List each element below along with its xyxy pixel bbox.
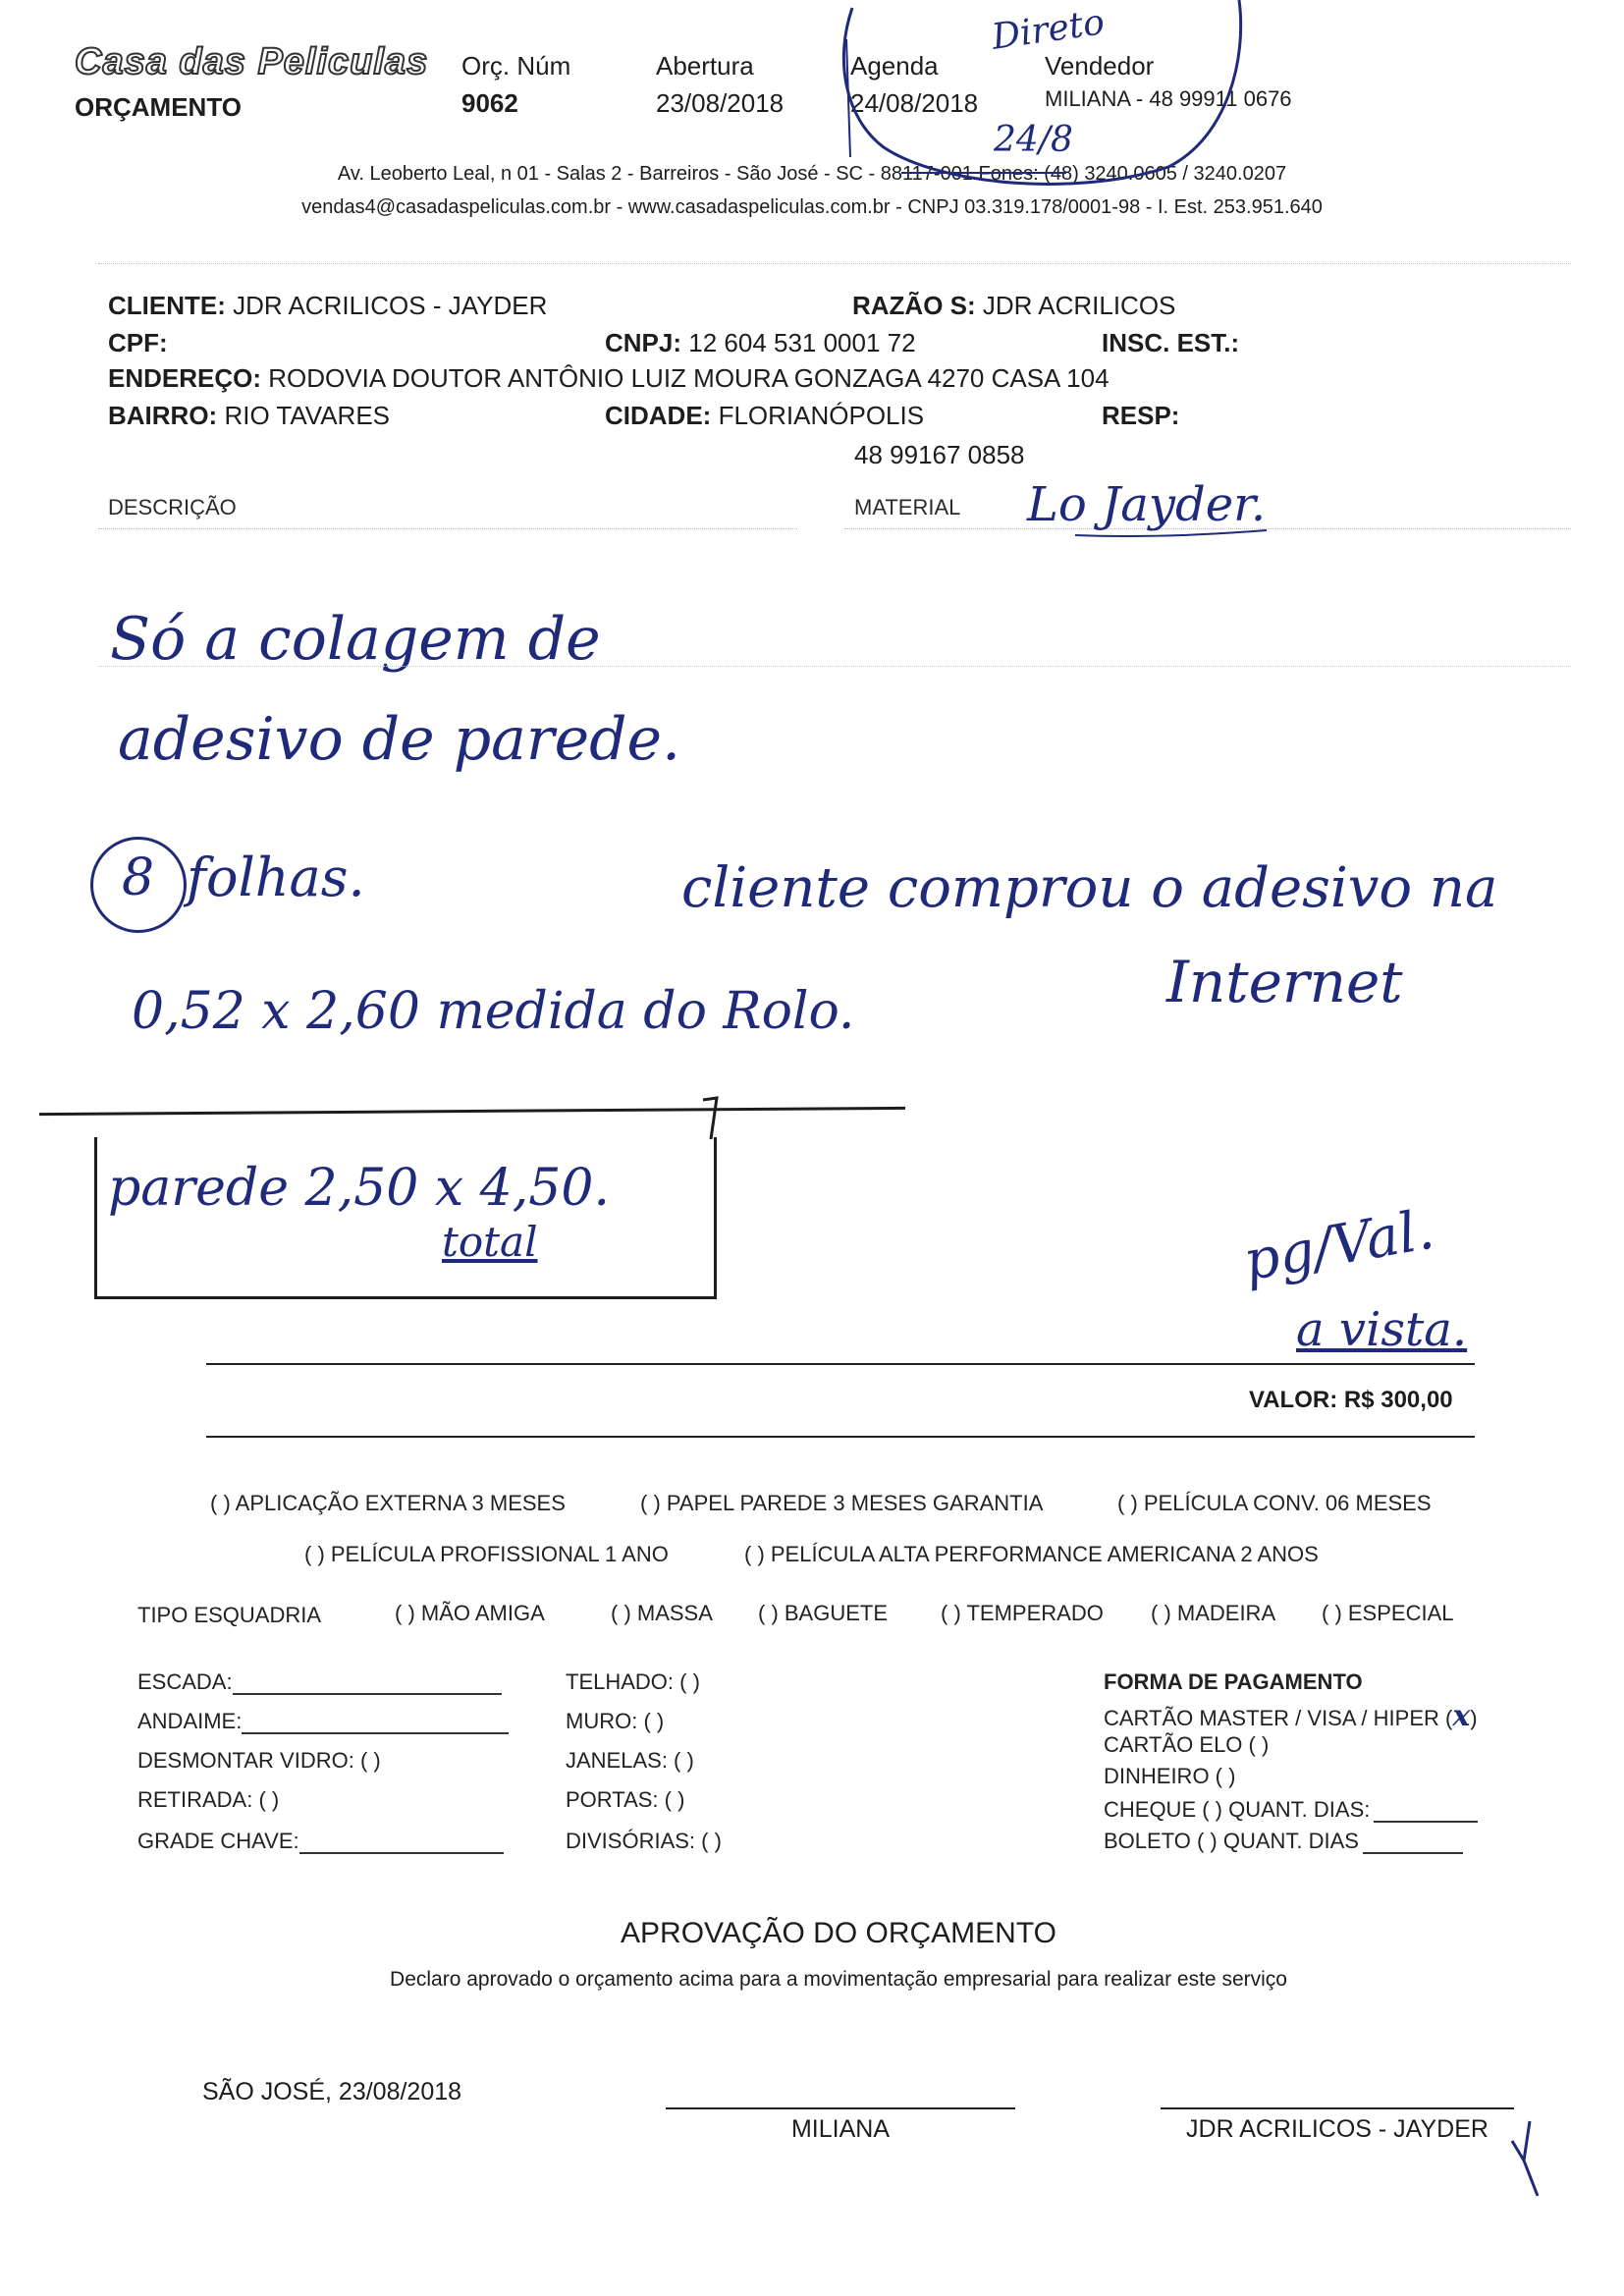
agenda-value: 24/08/2018 (850, 88, 979, 118)
cnpj-field (605, 328, 916, 358)
esquadria-temperado[interactable]: ( ) TEMPERADO (941, 1601, 1104, 1625)
esquadria-mao-amiga[interactable]: ( ) MÃO AMIGA (395, 1601, 545, 1625)
approval-place-date: SÃO JOSÉ, 23/08/2018 (202, 2078, 462, 2105)
pagamento-cartao-mark: x (1452, 1699, 1471, 1733)
handwritten-line-2: adesivo de parede. (118, 705, 681, 774)
pagamento-boleto[interactable] (1104, 1829, 1463, 1854)
field-desmontar-vidro[interactable]: DESMONTAR VIDRO: ( ) (137, 1748, 381, 1773)
handwritten-wall-measure: parede 2,50 x 4,50. (108, 1159, 610, 1218)
description-rule (98, 666, 1571, 667)
service-externa[interactable]: ( ) APLICAÇÃO EXTERNA 3 MESES (210, 1491, 566, 1515)
cliente-label: CLIENTE: (108, 291, 226, 320)
field-escada-line (233, 1673, 502, 1695)
orc-number-label: Orç. Núm (461, 51, 571, 81)
field-grade-chave[interactable] (137, 1829, 504, 1854)
sign-check-stroke (1512, 2121, 1538, 2196)
razao-field (852, 291, 1175, 321)
pagamento-cartao-master-label: CARTÃO MASTER / VISA / HIPER ( (1104, 1706, 1453, 1730)
handwritten-direto: Direto (989, 2, 1108, 58)
cidade-label: CIDADE: (605, 401, 712, 430)
handwritten-note-right-2: Internet (1166, 949, 1403, 1015)
client-signature-line (1161, 2107, 1514, 2109)
field-escada-label: ESCADA: (137, 1669, 233, 1694)
valor-bottom-rule (206, 1436, 1475, 1438)
pagamento-cartao-master[interactable] (1104, 1699, 1478, 1733)
field-retirada[interactable]: RETIRADA: ( ) (137, 1787, 280, 1812)
handwritten-sheets-text: folhas. (187, 847, 365, 908)
seller-signature-line (666, 2107, 1015, 2109)
handwritten-line-1: Só a colagem de (110, 605, 601, 674)
valor-amount: R$ 300,00 (1343, 1387, 1453, 1413)
service-pelicula-profissional[interactable]: ( ) PELÍCULA PROFISSIONAL 1 ANO (304, 1542, 669, 1566)
field-grade-chave-line (299, 1832, 504, 1854)
vendedor-value: MILIANA - 48 99911 0676 (1045, 86, 1292, 111)
company-address: Av. Leoberto Leal, n 01 - Salas 2 - Barreiros - São José - SC - 88117-001 Fones: (48) 3240.0605 / 3240.0207 (337, 163, 1287, 185)
service-pelicula-conv[interactable]: ( ) PELÍCULA CONV. 06 MESES (1117, 1491, 1432, 1515)
razao-label: RAZÃO S: (852, 291, 976, 320)
cidade-field (605, 401, 924, 431)
material-label: MATERIAL (854, 495, 961, 519)
tipo-esquadria-label: TIPO ESQUADRIA (137, 1603, 322, 1627)
service-pelicula-alta-performance[interactable]: ( ) PELÍCULA ALTA PERFORMANCE AMERICANA 2 ANOS (744, 1542, 1319, 1566)
cpf-label: CPF: (108, 328, 168, 357)
forma-pagamento-title: FORMA DE PAGAMENTO (1104, 1669, 1363, 1694)
company-logo: Casa das Peliculas (75, 41, 429, 82)
endereco-field (108, 363, 1110, 394)
razao-value: JDR ACRILICOS (982, 291, 1176, 320)
field-grade-chave-label: GRADE CHAVE: (137, 1829, 299, 1853)
handwritten-wall-total: total (442, 1218, 538, 1266)
valor-label: VALOR: (1249, 1387, 1338, 1413)
field-andaime[interactable] (137, 1709, 509, 1734)
pagamento-cheque-line (1374, 1801, 1478, 1823)
document-type: ORÇAMENTO (75, 92, 242, 122)
field-janelas[interactable]: JANELAS: ( ) (566, 1748, 694, 1773)
bairro-field (108, 401, 390, 431)
pagamento-boleto-label: BOLETO ( ) QUANT. DIAS (1104, 1829, 1359, 1853)
client-signature-name: JDR ACRILICOS - JAYDER (1186, 2115, 1489, 2143)
handwritten-note-right-1: cliente comprou o adesivo na (681, 856, 1498, 920)
bairro-value: RIO TAVARES (224, 401, 391, 430)
endereco-value: RODOVIA DOUTOR ANTÔNIO LUIZ MOURA GONZAGA 4270 CASA 104 (268, 363, 1110, 393)
wall-box-tick-stroke (703, 1098, 717, 1139)
bairro-label: BAIRRO: (108, 401, 218, 430)
esquadria-especial[interactable]: ( ) ESPECIAL (1322, 1601, 1454, 1625)
company-contact: vendas4@casadaspeliculas.com.br - www.casadaspeliculas.com.br - CNPJ 03.319.178/0001-98 - I. Est. 253.951.640 (301, 196, 1323, 218)
pagamento-cartao-elo[interactable]: CARTÃO ELO ( ) (1104, 1732, 1270, 1757)
field-portas[interactable]: PORTAS: ( ) (566, 1787, 685, 1812)
approval-declaration: Declaro aprovado o orçamento acima para a movimentação empresarial para realizar este serviço (390, 1968, 1287, 1991)
cnpj-value: 12 604 531 0001 72 (688, 328, 916, 357)
agenda-label: Agenda (850, 51, 939, 81)
pagamento-cheque[interactable] (1104, 1797, 1478, 1823)
wall-measure-topline (39, 1107, 905, 1116)
approval-title: APROVAÇÃO DO ORÇAMENTO (621, 1917, 1056, 1949)
pagamento-cartao-master-close: ) (1470, 1706, 1478, 1730)
field-telhado[interactable]: TELHADO: ( ) (566, 1669, 700, 1694)
descricao-label: DESCRIÇÃO (108, 495, 237, 519)
header-divider (98, 263, 1571, 264)
esquadria-massa[interactable]: ( ) MASSA (611, 1601, 713, 1625)
abertura-value: 23/08/2018 (656, 88, 785, 118)
vendedor-label: Vendedor (1045, 51, 1155, 81)
seller-signature-name: MILIANA (790, 2115, 891, 2143)
handwritten-payment-note-1: pg/Val. (1238, 1197, 1439, 1294)
handwritten-payment-note-2: a vista. (1296, 1302, 1468, 1357)
pagamento-cheque-label: CHEQUE ( ) QUANT. DIAS: (1104, 1797, 1371, 1822)
handwritten-agenda-date: 24/8 (994, 120, 1073, 160)
insc-est-label: INSC. EST.: (1102, 328, 1240, 357)
cnpj-label: CNPJ: (605, 328, 682, 357)
abertura-label: Abertura (656, 51, 754, 81)
cliente-field (108, 291, 547, 321)
field-divisorias[interactable]: DIVISÓRIAS: ( ) (566, 1829, 722, 1853)
descricao-underline (98, 528, 797, 529)
handwritten-sheets-number: 8 (122, 848, 155, 907)
endereco-label: ENDEREÇO: (108, 363, 262, 393)
field-escada[interactable] (137, 1669, 502, 1695)
cliente-value: JDR ACRILICOS - JAYDER (233, 291, 548, 320)
client-phone: 48 99167 0858 (854, 440, 1025, 469)
field-andaime-line (242, 1713, 509, 1734)
field-muro[interactable]: MURO: ( ) (566, 1709, 665, 1733)
orc-number-value: 9062 (461, 88, 518, 118)
pagamento-boleto-line (1363, 1832, 1463, 1854)
esquadria-madeira[interactable]: ( ) MADEIRA (1151, 1601, 1276, 1625)
valor-field (1249, 1387, 1453, 1414)
pagamento-dinheiro[interactable]: DINHEIRO ( ) (1104, 1764, 1236, 1788)
resp-label: RESP: (1102, 401, 1180, 430)
handwritten-roll-measure: 0,52 x 2,60 medida do Rolo. (132, 982, 855, 1041)
handwritten-material: Lo Jayder. (1027, 477, 1267, 532)
field-andaime-label: ANDAIME: (137, 1709, 243, 1733)
valor-top-rule (206, 1363, 1475, 1365)
service-papel-parede[interactable]: ( ) PAPEL PAREDE 3 MESES GARANTIA (640, 1491, 1044, 1515)
cidade-value: FLORIANÓPOLIS (718, 401, 925, 430)
esquadria-baguete[interactable]: ( ) BAGUETE (758, 1601, 889, 1625)
